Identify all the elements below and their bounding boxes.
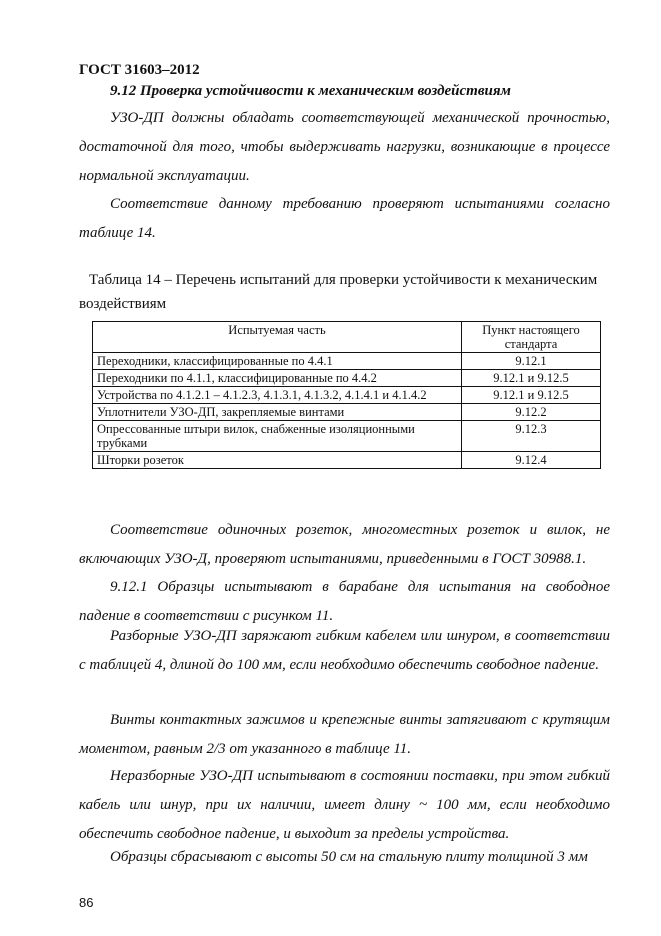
table-row	[93, 353, 601, 370]
table-row	[93, 452, 601, 469]
row-clause: 9.12.1 и 9.12.5	[462, 387, 601, 404]
paragraph-screws-torque: Винты контактных зажимов и крепежные винты затягивают с крутящим моментом, равным 2/3 от указанного в таблице 11.	[79, 712, 610, 757]
row-clause: 9.12.4	[462, 452, 601, 469]
row-part: Переходники, классифицированные по 4.4.1	[93, 353, 462, 370]
row-part: Уплотнители УЗО-ДП, закрепляемые винтами	[93, 404, 462, 421]
paragraph-sockets-compliance: Соответствие одиночных розеток, многоместных розеток и вилок, не включающих УЗО-Д, проверяют испытаниями, приведенными в ГОСТ 30988.1.	[79, 522, 610, 567]
row-clause: 9.12.3	[462, 421, 601, 452]
table-header-row	[93, 322, 601, 353]
paragraph-strength: УЗО-ДП должны обладать соответствующей механической прочностью, достаточной для того, чтобы выдерживать нагрузки, возникающие в процессе нормальной эксплуатации.	[79, 110, 610, 184]
row-part: Шторки розеток	[93, 452, 462, 469]
section-title: 9.12 Проверка устойчивости к механическим воздействиям	[110, 83, 511, 99]
paragraph-compliance-table14: Соответствие данному требованию проверяют испытаниями согласно таблице 14.	[79, 196, 610, 241]
paragraph-rewirable: Разборные УЗО-ДП заряжают гибким кабелем или шнуром, в соответствии с таблицей 4, длиной до 100 мм, если необходимо обеспечить свободное падение.	[79, 628, 610, 673]
table-row	[93, 387, 601, 404]
standard-code: ГОСТ 31603–2012	[79, 62, 200, 78]
table-caption: Таблица 14 – Перечень испытаний для проверки устойчивости к механическим воздействиям	[79, 272, 598, 312]
tests-table	[92, 321, 601, 469]
row-part: Устройства по 4.1.2.1 – 4.1.2.3, 4.1.3.1, 4.1.3.2, 4.1.4.1 и 4.1.4.2	[93, 387, 462, 404]
table-row	[93, 421, 601, 452]
row-part: Переходники по 4.1.1, классифицированные по 4.4.2	[93, 370, 462, 387]
row-part: Опрессованные штыри вилок, снабженные изоляционными трубками	[93, 421, 462, 452]
paragraph-non-rewirable: Неразборные УЗО-ДП испытывают в состоянии поставки, при этом гибкий кабель или шнур, при их наличии, имеет длину ~ 100 мм, если необходимо обеспечить свободное падение, и выходит за пределы устройства.	[79, 768, 610, 842]
header-clause: Пункт настоящего стандарта	[462, 322, 601, 353]
header-part: Испытуемая часть	[93, 322, 462, 353]
table-row	[93, 404, 601, 421]
paragraph-drop-height: Образцы сбрасывают с высоты 50 см на стальную плиту толщиной 3 мм	[110, 849, 588, 865]
paragraph-9-12-1-drum: 9.12.1 Образцы испытывают в барабане для испытания на свободное падение в соответствии с рисунком 11.	[79, 579, 610, 624]
row-clause: 9.12.1	[462, 353, 601, 370]
row-clause: 9.12.1 и 9.12.5	[462, 370, 601, 387]
page-number: 86	[79, 895, 94, 910]
table-row	[93, 370, 601, 387]
row-clause: 9.12.2	[462, 404, 601, 421]
